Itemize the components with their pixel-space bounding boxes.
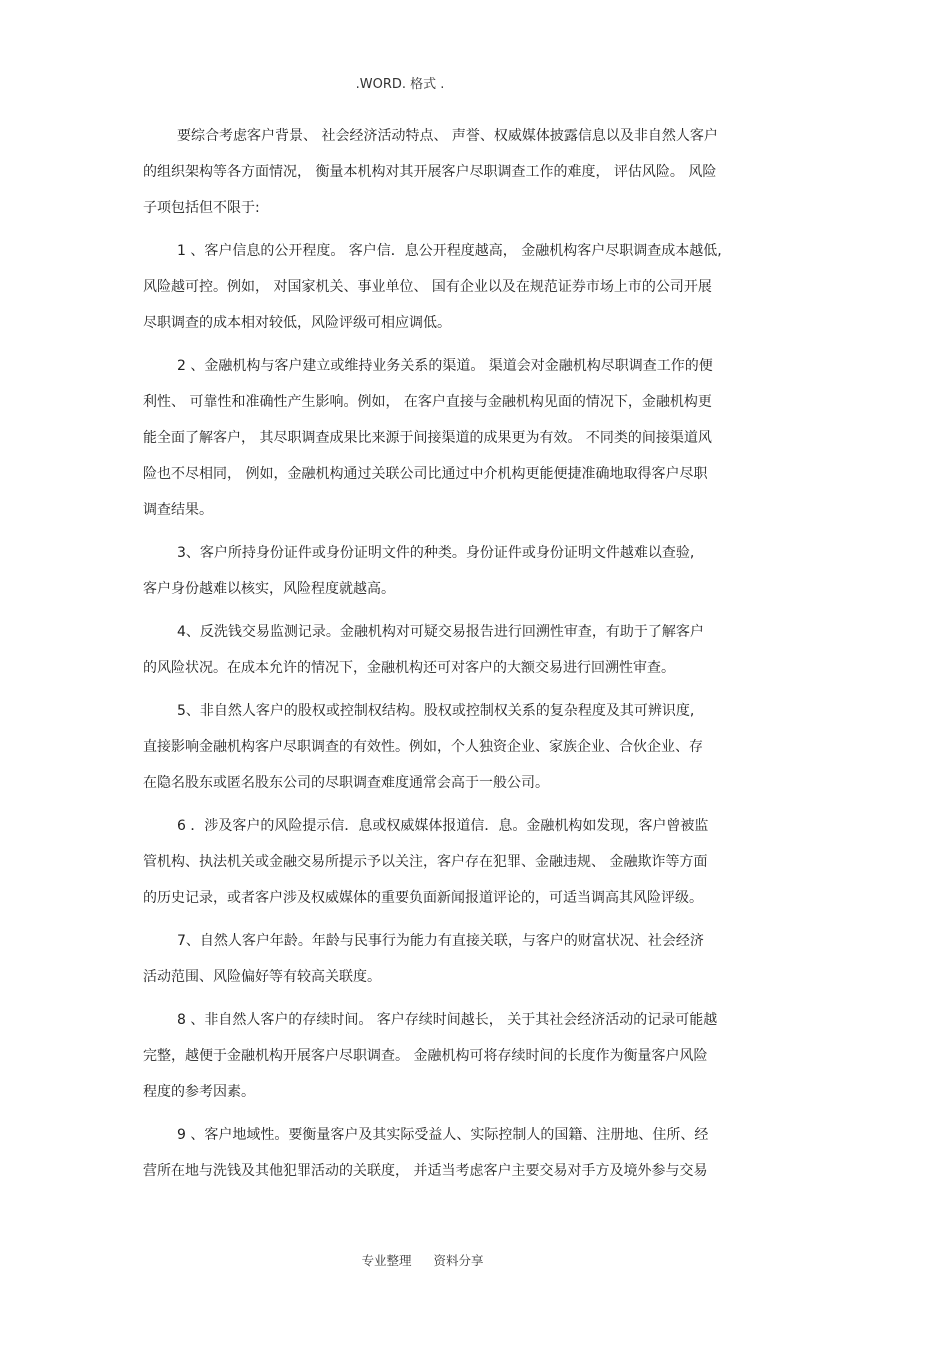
paragraph [143,614,813,686]
paragraph [143,693,813,801]
text-line: 完整，越便于金融机构开展客户尽职调查。 金融机构可将存续时间的长度作为衡量客户风险 [143,1048,708,1064]
text-line: 尽职调查的成本相对较低，风险评级可相应调低。 [143,315,451,331]
paragraph [143,923,813,995]
text-line: 4、反洗钱交易监测记录。金融机构对可疑交易报告进行回溯性审查，有助于了解客户 [177,624,704,640]
paragraph [143,118,813,226]
text-line: 险也不尽相同， 例如，金融机构通过关联公司比通过中介机构更能便捷准确地取得客户尽职 [143,466,708,482]
paragraph [143,348,813,528]
paragraph [143,1002,813,1110]
page-footer [0,1251,845,1269]
text-line: 程度的参考因素。 [143,1084,255,1100]
text-line: 营所在地与洗钱及其他犯罪活动的关联度， 并适当考虑客户主要交易对手方及境外参与交易 [143,1163,708,1179]
text-line: 直接影响金融机构客户尽职调查的有效性。例如，个人独资企业、家族企业、合伙企业、存 [143,739,703,755]
text-line: 9 、客户地域性。要衡量客户及其实际受益人、实际控制人的国籍、注册地、住所、经 [177,1127,709,1143]
text-line: 子项包括但不限于: [143,200,260,216]
text-line: 的组织架构等各方面情况， 衡量本机构对其开展客户尽职调查工作的难度， 评估风险。 风险 [143,164,717,180]
text-line: 风险越可控。例如， 对国家机关、事业单位、 国有企业以及在规范证券市场上市的公司开展 [143,279,712,295]
text-line: 8 、非自然人客户的存续时间。 客户存续时间越长， 关于其社会经济活动的记录可能越 [177,1012,718,1028]
text-line: 能全面了解客户， 其尽职调查成果比来源于间接渠道的成果更为有效。 不同类的间接渠道风 [143,430,712,446]
paragraph [143,1117,813,1189]
text-line: 客户身份越难以核实，风险程度就越高。 [143,581,395,597]
footer-left: 专业整理 [361,1253,412,1268]
body-text [143,118,813,1196]
footer-right: 资料分享 [433,1253,484,1268]
text-line: 活动范围、风险偏好等有较高关联度。 [143,969,381,985]
paragraph [143,233,813,341]
paragraph [143,535,813,607]
text-line: 利性、 可靠性和准确性产生影响。例如， 在客户直接与金融机构见面的情况下，金融机构更 [143,394,712,410]
text-line: 6 ．涉及客户的风险提示信．息或权威媒体报道信．息。金融机构如发现，客户曾被监 [177,818,709,834]
text-line: 要综合考虑客户背景、 社会经济活动特点、 声誉、权威媒体披露信息以及非自然人客户 [177,128,718,144]
text-line: 1 、客户信息的公开程度。 客户信．息公开程度越高， 金融机构客户尽职调查成本越低, [177,243,722,259]
text-line: 调查结果。 [143,502,213,518]
text-line: 5、非自然人客户的股权或控制权结构。股权或控制权关系的复杂程度及其可辨识度, [177,703,695,719]
page-header: .WORD. 格式 . [355,77,445,92]
text-line: 7、自然人客户年龄。年龄与民事行为能力有直接关联，与客户的财富状况、社会经济 [177,933,704,949]
text-line: 管机构、执法机关或金融交易所提示予以关注，客户存在犯罪、金融违规、 金融欺诈等方面 [143,854,708,870]
text-line: 3、客户所持身份证件或身份证明文件的种类。身份证件或身份证明文件越难以查验, [177,545,695,561]
text-line: 的历史记录，或者客户涉及权威媒体的重要负面新闻报道评论的，可适当调高其风险评级。 [143,890,703,906]
text-line: 的风险状况。在成本允许的情况下，金融机构还可对客户的大额交易进行回溯性审查。 [143,660,675,676]
text-line: 在隐名股东或匿名股东公司的尽职调查难度通常会高于一般公司。 [143,775,549,791]
paragraph [143,808,813,916]
text-line: 2 、金融机构与客户建立或维持业务关系的渠道。 渠道会对金融机构尽职调查工作的便 [177,358,713,374]
